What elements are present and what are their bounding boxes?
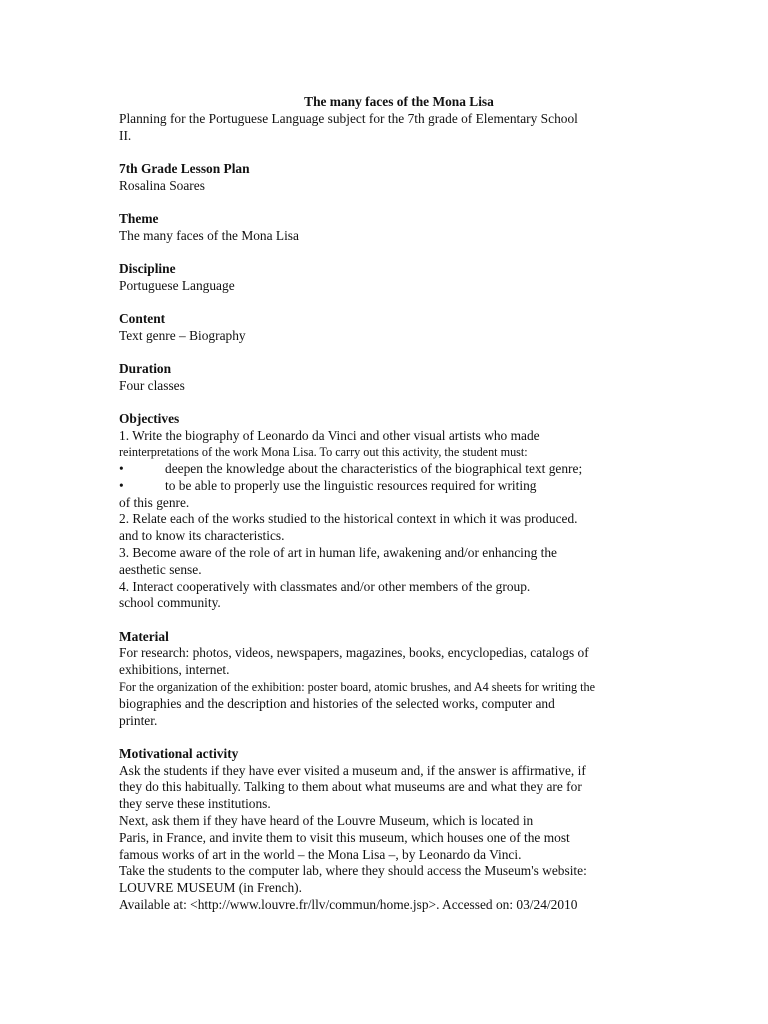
material-line: For the organization of the exhibition: poster board, atomic brushes, and A4 sheets for writing the — [119, 680, 596, 695]
bullet-marker: • — [119, 461, 124, 477]
discipline-text: Portuguese Language — [119, 277, 235, 293]
material-heading: Material — [119, 628, 169, 644]
content-text: Text genre – Biography — [119, 327, 246, 343]
objectives-line: school community. — [119, 595, 221, 611]
motivational-heading: Motivational activity — [119, 745, 239, 761]
motivational-line: they serve these institutions. — [119, 796, 271, 812]
motivational-line: Next, ask them if they have heard of the Louvre Museum, which is located in — [119, 813, 534, 829]
duration-text: Four classes — [119, 377, 185, 393]
objectives-line: of this genre. — [119, 494, 190, 510]
bullet-marker: • — [119, 477, 124, 493]
objectives-bullet — [119, 461, 679, 478]
lesson-plan-author: Rosalina Soares — [119, 177, 205, 193]
bullet-text: to be able to properly use the linguistic resources required for writing — [165, 477, 537, 493]
motivational-line: they do this habitually. Talking to them about what museums are and what they are for — [119, 779, 582, 795]
material-line: exhibitions, internet. — [119, 662, 230, 678]
material-line: printer. — [119, 712, 158, 728]
objectives-line: 2. Relate each of the works studied to the historical context in which it was produced. — [119, 511, 578, 527]
motivational-line: Take the students to the computer lab, where they should access the Museum's website: — [119, 863, 587, 879]
motivational-line: famous works of art in the world – the Mona Lisa –, by Leonardo da Vinci. — [119, 846, 522, 862]
objectives-bullet — [119, 478, 679, 495]
motivational-line: Available at: <http://www.louvre.fr/llv/commun/home.jsp>. Accessed on: 03/24/2010 — [119, 897, 578, 912]
objectives-line: reinterpretations of the work Mona Lisa. To carry out this activity, the student must: — [119, 445, 528, 460]
objectives-line: 1. Write the biography of Leonardo da Vinci and other visual artists who made — [119, 427, 540, 443]
material-line: biographies and the description and histories of the selected works, computer and — [119, 695, 555, 711]
objectives-line: 3. Become aware of the role of art in human life, awakening and/or enhancing the — [119, 545, 558, 561]
lesson-plan-heading: 7th Grade Lesson Plan — [119, 160, 250, 176]
objectives-line: aesthetic sense. — [119, 561, 202, 577]
content-heading: Content — [119, 310, 166, 326]
motivational-line: Paris, in France, and invite them to visit this museum, which houses one of the most — [119, 829, 570, 845]
intro-line-1: Planning for the Portuguese Language subject for the 7th grade of Elementary School — [119, 110, 578, 126]
document-title: The many faces of the Mona Lisa — [304, 94, 494, 109]
discipline-heading: Discipline — [119, 260, 176, 276]
objectives-heading: Objectives — [119, 410, 180, 426]
intro-line-2: II. — [119, 127, 132, 143]
motivational-line: Ask the students if they have ever visited a museum and, if the answer is affirmative, if — [119, 762, 586, 778]
duration-heading: Duration — [119, 360, 172, 376]
objectives-line: 4. Interact cooperatively with classmates and/or other members of the group. — [119, 578, 531, 594]
bullet-text: deepen the knowledge about the characteristics of the biographical text genre; — [165, 461, 583, 477]
material-line: For research: photos, videos, newspapers, magazines, books, encyclopedias, catalogs of — [119, 645, 589, 661]
theme-text: The many faces of the Mona Lisa — [119, 227, 299, 243]
objectives-line: and to know its characteristics. — [119, 528, 285, 544]
theme-heading: Theme — [119, 210, 159, 226]
motivational-line: LOUVRE MUSEUM (in French). — [119, 880, 302, 896]
document-body — [119, 94, 679, 914]
